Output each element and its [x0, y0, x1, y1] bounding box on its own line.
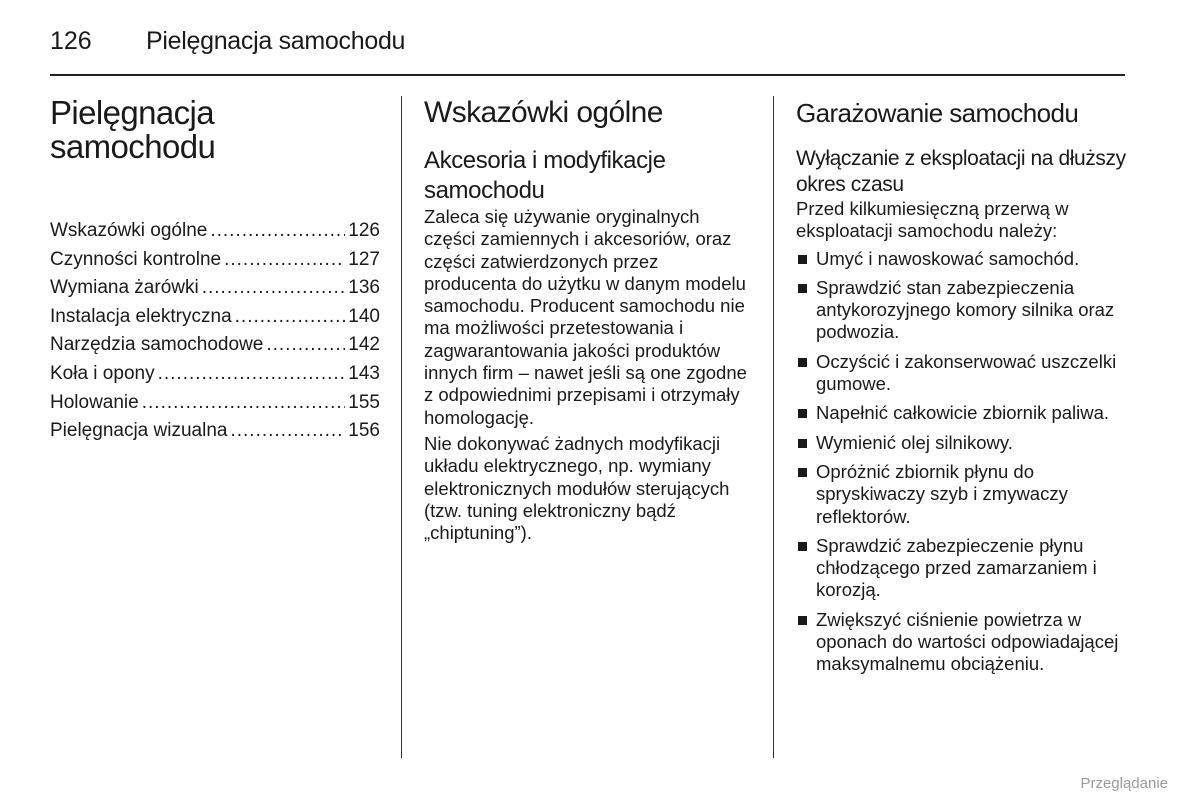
- toc-entry-label: Koła i opony: [50, 362, 155, 384]
- toc-entry[interactable]: [50, 246, 380, 275]
- toc-entry-page: 136: [348, 277, 380, 299]
- checklist-item: [796, 277, 1126, 344]
- column-garaging: [796, 96, 1126, 683]
- toc-entry-page: 140: [348, 305, 380, 327]
- section-title: Wskazówki ogólne: [424, 96, 663, 129]
- square-bullet-icon: [798, 358, 807, 367]
- toc-entry[interactable]: [50, 360, 380, 389]
- checklist-item-text: Umyć i nawoskować samochód.: [816, 247, 1080, 269]
- column-divider: [773, 96, 774, 758]
- toc-leader-dots: [142, 389, 346, 418]
- column-divider: [401, 96, 402, 758]
- toc-entry-label: Wymiana żarówki: [50, 277, 199, 299]
- toc-entry-page: 143: [348, 362, 380, 384]
- checklist-item-text: Opróżnić zbiornik płynu do spryskiwaczy szyb i zmywaczy reflektorów.: [816, 460, 1068, 527]
- toc-entry-label: Wskazówki ogólne: [50, 220, 208, 241]
- toc-entry-page: 142: [348, 334, 380, 356]
- checklist-item-text: Napełnić całkowicie zbiornik paliwa.: [816, 402, 1110, 424]
- footer-label: Przeglądanie: [1080, 775, 1168, 792]
- square-bullet-icon: [798, 616, 807, 625]
- checklist-item: [796, 535, 1126, 602]
- toc-entry-label: Narzędzia samochodowe: [50, 334, 264, 356]
- checklist-item-text: Sprawdzić stan zabezpieczenia antykorozyjnego komory silnika oraz podwozia.: [816, 276, 1115, 343]
- toc-leader-dots: [210, 217, 345, 246]
- square-bullet-icon: [798, 542, 807, 551]
- toc-entry-page: 126: [348, 220, 380, 241]
- toc-entry-label: Holowanie: [50, 391, 139, 413]
- checklist-item: [796, 248, 1126, 270]
- toc-leader-dots: [230, 417, 345, 446]
- checklist-item-text: Oczyścić i zakonserwować uszczelki gumowe.: [816, 350, 1117, 395]
- checklist-item-text: Wymienić olej silnikowy.: [816, 431, 1013, 453]
- page-header: [50, 22, 1125, 76]
- toc-entry[interactable]: [50, 389, 380, 418]
- toc-entry-label: Instalacja elektryczna: [50, 305, 232, 327]
- subsection-title: Wyłączanie z eksploatacji na dłuższy okres czasu: [796, 147, 1126, 196]
- subsection-title: Akcesoria i modyfikacje samochodu: [424, 147, 666, 204]
- body-paragraph: Nie dokonywać żadnych modyfikacji układu elektrycznego, np. wymiany elektronicznych modułów sterujących (tzw. tuning elektroniczny bądź „chiptuning”).: [424, 432, 730, 544]
- section-title: Garażowanie samochodu: [796, 98, 1079, 128]
- page-number: 126: [50, 27, 92, 55]
- toc-entry-page: 155: [348, 391, 380, 413]
- toc-leader-dots: [266, 331, 345, 360]
- toc-entry[interactable]: [50, 217, 380, 246]
- toc-leader-dots: [202, 274, 346, 303]
- intro-paragraph: Przed kilkumiesięczną przerwą w eksploatacji samochodu należy:: [796, 198, 1069, 242]
- body-paragraph: Zaleca się używanie oryginalnych części zamiennych i akcesoriów, oraz części zatwierdzonych przez producenta do użytku w danym modelu samochodu. Producent samochodu nie ma możliwości przetestowania i zagwarantowania jakości produktów innych firm – nawet jeśli są one zgodne z odpowiednimi przepisami i otrzymały homologację.: [424, 206, 747, 428]
- header-section-title: Pielęgnacja samochodu: [146, 27, 406, 55]
- square-bullet-icon: [798, 255, 807, 264]
- toc-leader-dots: [235, 303, 346, 332]
- table-of-contents: [50, 217, 380, 446]
- column-general-tips: [424, 96, 754, 544]
- checklist-item: [796, 351, 1126, 396]
- toc-entry-page: 156: [348, 420, 380, 442]
- checklist-item: [796, 609, 1126, 676]
- square-bullet-icon: [798, 439, 807, 448]
- toc-entry[interactable]: [50, 417, 380, 446]
- checklist-item-text: Sprawdzić zabezpieczenie płynu chłodzącego przed zamarzaniem i korozją.: [816, 534, 1097, 601]
- chapter-title: Pielęgnacja samochodu: [50, 94, 216, 165]
- toc-entry-label: Czynności kontrolne: [50, 248, 222, 270]
- square-bullet-icon: [798, 284, 807, 293]
- toc-entry[interactable]: [50, 274, 380, 303]
- square-bullet-icon: [798, 468, 807, 477]
- checklist-item: [796, 461, 1126, 528]
- toc-entry[interactable]: [50, 331, 380, 360]
- toc-leader-dots: [224, 246, 345, 275]
- checklist: [796, 248, 1126, 676]
- square-bullet-icon: [798, 409, 807, 418]
- checklist-item: [796, 402, 1126, 424]
- toc-entry[interactable]: [50, 303, 380, 332]
- toc-entry-page: 127: [348, 248, 380, 270]
- checklist-item-text: Zwiększyć ciśnienie powietrza w oponach do wartości odpowiadającej maksymalnemu obciążeniu.: [816, 608, 1119, 675]
- column-contents: [50, 96, 380, 446]
- checklist-item: [796, 432, 1126, 454]
- toc-leader-dots: [158, 360, 346, 389]
- toc-entry-label: Pielęgnacja wizualna: [50, 420, 228, 442]
